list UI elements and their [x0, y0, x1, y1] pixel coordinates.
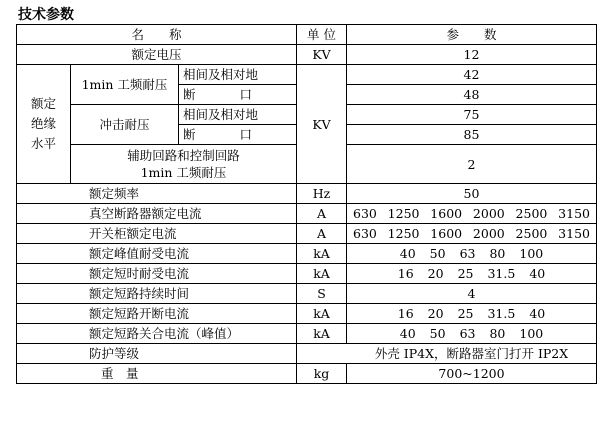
row-unit: kA	[297, 244, 347, 264]
power-freq-label: 1min 工频耐压	[71, 65, 179, 105]
table-header-row	[17, 25, 597, 45]
row-name: 真空断路器额定电流	[17, 204, 297, 224]
insulation-group-label: 额定 绝缘 水平	[17, 65, 71, 184]
table-row	[17, 45, 597, 65]
row-name: 防护等级	[17, 344, 297, 364]
header-params: 参 数	[347, 25, 597, 45]
table-row	[17, 264, 597, 284]
row-name: 开关柜额定电流	[17, 224, 297, 244]
row-values: 16 20 25 31.5 40	[347, 304, 597, 324]
header-unit: 单 位	[297, 25, 347, 45]
row-name: 额定短路持续时间	[17, 284, 297, 304]
row-unit: KV	[297, 45, 347, 65]
row-unit: A	[297, 204, 347, 224]
table-row	[17, 304, 597, 324]
row-values: 16 20 25 31.5 40	[347, 264, 597, 284]
row-unit: Hz	[297, 184, 347, 204]
row-unit: kg	[297, 364, 347, 384]
aux-value: 2	[347, 145, 597, 184]
row-name: 额定频率	[17, 184, 297, 204]
row-value: 50	[347, 184, 597, 204]
impulse-val2: 85	[347, 125, 597, 145]
row-name: 额定短路关合电流（峰值）	[17, 324, 297, 344]
table-row	[17, 184, 597, 204]
table-row	[17, 284, 597, 304]
row-values: 40 50 63 80 100	[347, 244, 597, 264]
row-values: 40 50 63 80 100	[347, 324, 597, 344]
aux-label: 辅助回路和控制回路 1min 工频耐压	[71, 145, 297, 184]
section-title: 技术参数	[18, 7, 74, 23]
row-unit: S	[297, 284, 347, 304]
table-row	[17, 364, 597, 384]
power-freq-val2: 48	[347, 85, 597, 105]
row-unit: kA	[297, 324, 347, 344]
row-unit: kA	[297, 304, 347, 324]
table-row	[17, 244, 597, 264]
header-name: 名 称	[17, 25, 297, 45]
row-name: 额定短路开断电流	[17, 304, 297, 324]
table-row	[17, 224, 597, 244]
tech-params-table	[16, 24, 597, 384]
row-name: 额定电压	[17, 45, 297, 65]
row-value: 4	[347, 284, 597, 304]
insulation-unit: KV	[297, 65, 347, 184]
table-row	[17, 344, 597, 364]
table-row	[17, 65, 597, 85]
row-name: 重 量	[17, 364, 297, 384]
impulse-val1: 75	[347, 105, 597, 125]
row-name: 额定峰值耐受电流	[17, 244, 297, 264]
power-freq-sub1: 相间及相对地	[179, 65, 297, 85]
row-value: 700~1200	[347, 364, 597, 384]
row-unit: kA	[297, 264, 347, 284]
row-values: 630 1250 1600 2000 2500 3150	[347, 204, 597, 224]
table-row	[17, 324, 597, 344]
power-freq-sub2: 断 口	[179, 85, 297, 105]
impulse-sub2: 断 口	[179, 125, 297, 145]
table-row	[17, 204, 597, 224]
power-freq-val1: 42	[347, 65, 597, 85]
row-value: 外壳 IP4X，断路器室门打开 IP2X	[297, 344, 597, 364]
row-name: 额定短时耐受电流	[17, 264, 297, 284]
row-unit: A	[297, 224, 347, 244]
impulse-sub1: 相间及相对地	[179, 105, 297, 125]
impulse-label: 冲击耐压	[71, 105, 179, 145]
row-values: 630 1250 1600 2000 2500 3150	[347, 224, 597, 244]
row-value: 12	[347, 45, 597, 65]
